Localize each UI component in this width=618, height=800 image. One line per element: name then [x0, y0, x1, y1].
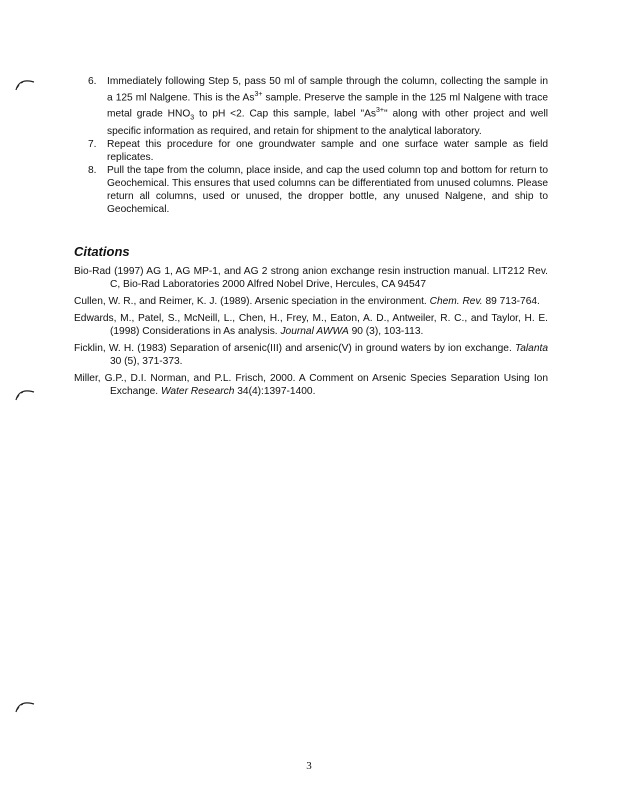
page-number: 3: [306, 760, 312, 772]
citations-list: [74, 265, 548, 402]
step-text: Immediately following Step 5, pass 50 ml of sample through the column, collecting the sample in a 125 ml Nalgene. This is the $As^{3+}$ sample. Preserve the sample in the 125 ml Nalgene with trace metal grade $HNO_3$ to pH <2. Cap this sample, label "$As^{3+}$" along with other project and well specific information as required, and retain for shipment to the analytical laboratory.: [107, 76, 548, 137]
step-8: [88, 164, 548, 216]
citation-entry: Edwards, M., Patel, S., McNeill, L., Chen, H., Frey, M., Eaton, A. D., Antweiler, R. C., and Taylor, H. E. (1998) Considerations in As analysis. Journal AWWA 90 (3), 103-113.: [74, 313, 548, 337]
citation-entry: Bio-Rad (1997) AG 1, AG MP-1, and AG 2 strong anion exchange resin instruction manual. LIT212 Rev. C, Bio-Rad Laboratories 2000 Alfred Nobel Drive, Hercules, CA 94547: [74, 266, 548, 290]
step-number: 6.: [88, 76, 97, 87]
punch-hole-mark-top: [14, 76, 36, 92]
step-number: 7.: [88, 138, 97, 150]
procedure-steps-list: [88, 75, 548, 216]
step-text: Pull the tape from the column, place inside, and cap the used column top and bottom for return to Geochemical. This ensures that used columns can be differentiated from unused columns. Please return all columns, used or unused, the dropper bottle, any unused Nalgene, and ship to Geochemical.: [107, 164, 548, 215]
citation-entry: Ficklin, W. H. (1983) Separation of arsenic(III) and arsenic(V) in ground waters by ion exchange. Talanta 30 (5), 371-373.: [74, 343, 548, 367]
step-text: Repeat this procedure for one groundwater sample and one surface water sample as field replicates.: [107, 138, 548, 163]
citation-entry: Miller, G.P., D.I. Norman, and P.L. Frisch, 2000. A Comment on Arsenic Species Separation Using Ion Exchange. Water Research 34(4):1397-1400.: [74, 373, 548, 397]
punch-hole-mark-middle: [14, 386, 36, 402]
punch-hole-mark-bottom: [14, 698, 36, 714]
step-7: [88, 138, 548, 164]
step-number: 8.: [88, 164, 97, 176]
citations-heading: Citations: [74, 244, 130, 259]
citation-entry: Cullen, W. R., and Reimer, K. J. (1989). Arsenic speciation in the environment. Chem. Rev. 89 713-764.: [74, 296, 540, 307]
step-6: [88, 75, 548, 138]
